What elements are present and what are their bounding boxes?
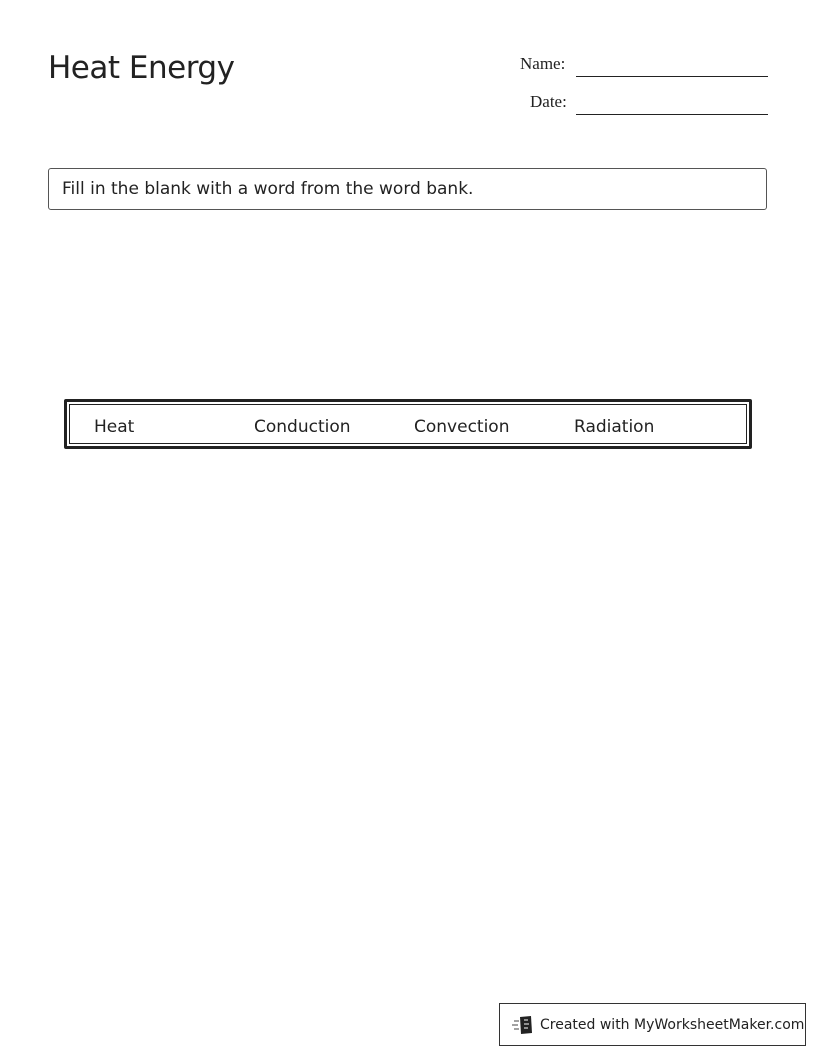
instructions-box: Fill in the blank with a word from the word bank. bbox=[48, 168, 767, 210]
name-label: Name: bbox=[520, 54, 566, 73]
word-bank-item: Convection bbox=[414, 417, 510, 437]
word-bank-item: Conduction bbox=[254, 417, 351, 437]
date-line[interactable] bbox=[576, 114, 768, 115]
date-label: Date: bbox=[530, 92, 567, 111]
word-bank-item: Heat bbox=[94, 417, 135, 437]
footer-credit bbox=[499, 1003, 806, 1046]
word-bank-inner-border bbox=[69, 404, 747, 444]
worksheet-maker-logo-icon bbox=[512, 1015, 534, 1035]
name-line[interactable] bbox=[576, 76, 768, 77]
word-bank bbox=[64, 399, 752, 449]
footer-text: Created with MyWorksheetMaker.com bbox=[540, 1016, 805, 1033]
word-bank-item: Radiation bbox=[574, 417, 655, 437]
page-title: Heat Energy bbox=[48, 50, 235, 86]
